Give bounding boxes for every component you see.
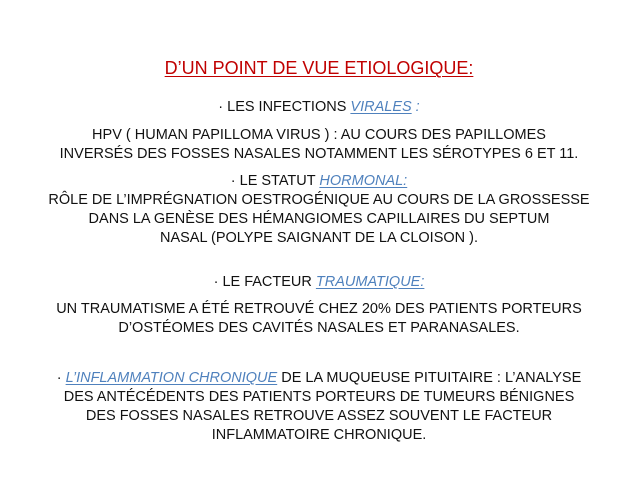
body-line: HPV ( HUMAN PAPILLOMA VIRUS ) : AU COURS DES PAPILLOMES — [92, 127, 546, 143]
section-hormonal-heading — [0, 172, 638, 191]
heading-accent: VIRALES — [350, 99, 412, 115]
section-inflammation-heading — [0, 369, 638, 388]
slide-title: D’UN POINT DE VUE ETIOLOGIQUE: — [164, 58, 474, 78]
heading-lead: LES INFECTIONS — [227, 99, 351, 115]
bullet: · — [56, 370, 62, 386]
bullet: · — [218, 99, 224, 115]
heading-accent: HORMONAL: — [319, 173, 408, 189]
body-line: DES ANTÉCÉDENTS DES PATIENTS PORTEURS DE TUMEURS BÉNIGNES — [63, 389, 575, 405]
body-line: INFLAMMATOIRE CHRONIQUE. — [211, 427, 427, 443]
section-viral-heading — [0, 98, 638, 117]
body-line: RÔLE DE L’IMPRÉGNATION OESTROGÉNIQUE AU COURS DE LA GROSSESSE — [48, 192, 590, 208]
heading-accent: TRAUMATIQUE: — [315, 274, 425, 290]
heading-trail: : — [411, 99, 420, 115]
body-line: NASAL (POLYPE SAIGNANT DE LA CLOISON ). — [159, 230, 479, 246]
bullet: · — [213, 274, 219, 290]
heading-accent: L’INFLAMMATION CHRONIQUE — [65, 370, 278, 386]
body-line: UN TRAUMATISME A ÉTÉ RETROUVÉ CHEZ 20% DES PATIENTS PORTEURS — [56, 301, 582, 317]
bullet: · — [230, 173, 236, 189]
heading-rest: DE LA MUQUEUSE PITUITAIRE : L’ANALYSE — [277, 370, 582, 386]
heading-lead: LE FACTEUR — [222, 274, 316, 290]
body-line: D’OSTÉOMES DES CAVITÉS NASALES ET PARANASALES. — [118, 320, 520, 336]
heading-lead: LE STATUT — [239, 173, 320, 189]
body-line: DES FOSSES NASALES RETROUVE ASSEZ SOUVENT LE FACTEUR — [85, 408, 553, 424]
section-trauma-heading — [0, 273, 638, 292]
body-line: INVERSÉS DES FOSSES NASALES NOTAMMENT LES SÉROTYPES 6 ET 11. — [59, 146, 579, 162]
body-line: DANS LA GENÈSE DES HÉMANGIOMES CAPILLAIRES DU SEPTUM — [88, 211, 550, 227]
